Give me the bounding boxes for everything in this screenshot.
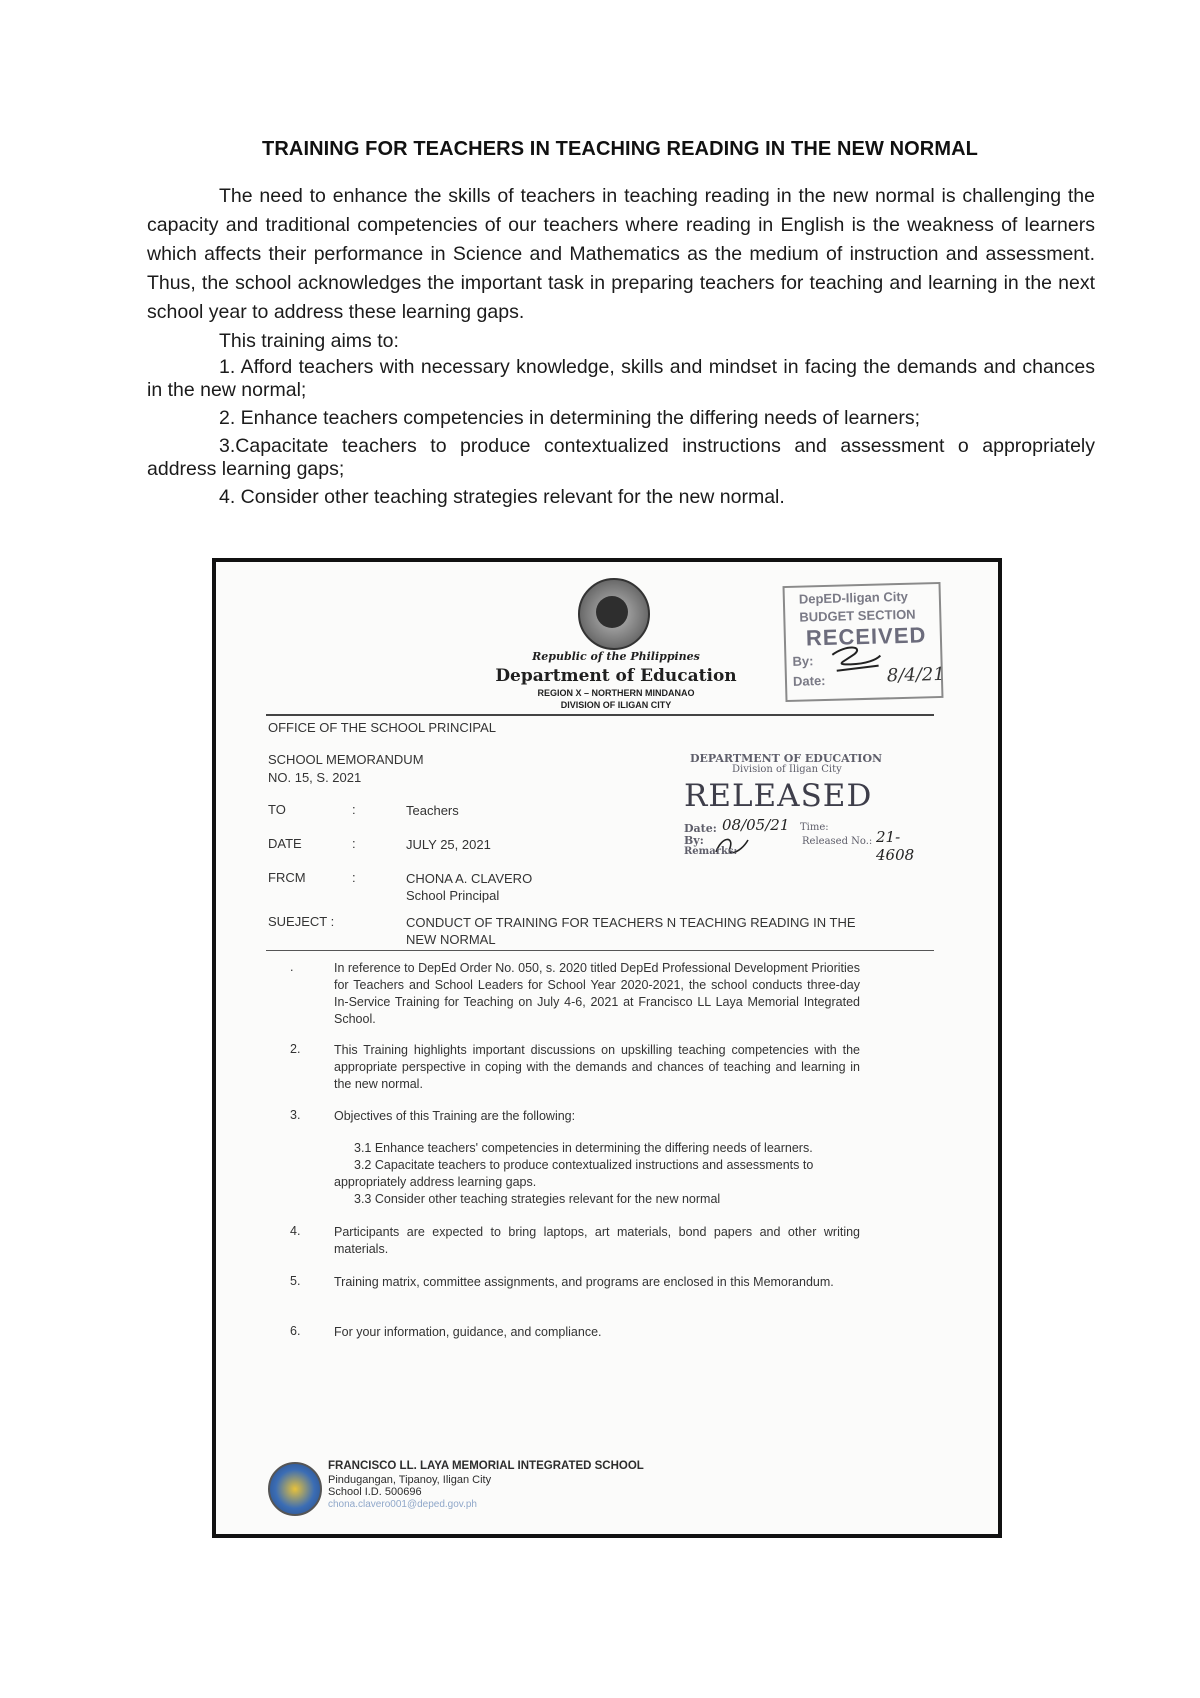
- footer-address: Pindugangan, Tipanoy, Iligan City: [328, 1474, 492, 1486]
- released-stamp-line1: DEPARTMENT OF EDUCATION: [690, 752, 883, 765]
- footer-email: chona.clavero001@deped.gov.ph: [328, 1499, 477, 1510]
- from-name: CHONA A. CLAVERO: [406, 871, 533, 886]
- para-number-1: .: [290, 960, 294, 974]
- released-stamp-by: By:: [684, 834, 704, 847]
- intro-paragraph: The need to enhance the skills of teachers in teaching reading in the new normal is challenging the capacity and traditional competencies of our teachers where reading in English is the weakness of learners which affects their performance in Science and Mathematics as the medium of instruction and assessment. Thus, the school acknowledges the important task in preparing teachers for teaching and learning in the next school year to address these learning gaps.: [147, 185, 1095, 323]
- released-stamp-number-label: Released No.:: [802, 836, 873, 847]
- memorandum-image: [212, 558, 1002, 1538]
- subject-divider: [266, 950, 934, 951]
- aims-heading: This training aims to:: [219, 330, 399, 352]
- letterhead-region: REGION X – NORTHERN MINDANAO: [537, 688, 695, 698]
- memo-number: NO. 15, S. 2021: [268, 770, 362, 785]
- memorandum-scan: [216, 562, 998, 1534]
- aim-item-4: 4. Consider other teaching strategies relevant for the new normal.: [219, 486, 785, 508]
- office-label: OFFICE OF THE SCHOOL PRINCIPAL: [268, 720, 497, 735]
- released-stamp-remarks: Remarks:: [684, 846, 738, 857]
- to-label: TO: [268, 802, 286, 817]
- released-stamp-title: RELEASED: [684, 778, 873, 814]
- objective-2: 3.2 Capacitate teachers to produce contextualized instructions and assessments to: [354, 1158, 814, 1172]
- para-number-2: 2.: [290, 1042, 301, 1056]
- received-stamp-date: 8/4/21: [886, 663, 946, 687]
- released-stamp-time-label: Time:: [800, 822, 829, 833]
- page-title: TRAINING FOR TEACHERS IN TEACHING READING IN THE NEW NORMAL: [262, 138, 978, 160]
- date-colon: :: [352, 836, 356, 851]
- received-stamp-title: RECEIVED: [805, 622, 927, 651]
- memo-paragraph-2: This Training highlights important discussions on upskilling teaching competencies with the appropriate perspective in coping with the demands and chances of teaching and learning in the new normal.: [334, 1043, 860, 1091]
- aim-item-1: 1. Afford teachers with necessary knowledge, skills and mindset in facing the demands and chances in the new normal;: [147, 356, 1095, 401]
- aim-item-2: 2. Enhance teachers competencies in determining the differing needs of learners;: [219, 407, 920, 429]
- objective-2-cont: appropriately address learning gaps.: [334, 1175, 537, 1189]
- signature-icon: [824, 643, 885, 675]
- para-number-5: 5.: [290, 1274, 301, 1288]
- released-stamp-date-label: Date:: [684, 822, 717, 835]
- memo-paragraph-3: Objectives of this Training are the following:: [334, 1109, 576, 1123]
- deped-seal-icon: [578, 578, 650, 650]
- memo-paragraph-6: For your information, guidance, and compliance.: [334, 1325, 602, 1339]
- from-colon: :: [352, 870, 356, 885]
- objective-3: 3.3 Consider other teaching strategies relevant for the new normal: [354, 1192, 721, 1206]
- memo-label: SCHOOL MEMORANDUM: [268, 752, 424, 767]
- to-colon: :: [352, 802, 356, 817]
- received-stamp-line1: DepED-Iligan City: [798, 588, 909, 607]
- letterhead-republic: Republic of the Philippines: [532, 650, 700, 663]
- released-stamp-line2: Division of Iligan City: [732, 764, 842, 775]
- date-label: DATE: [268, 836, 302, 851]
- letterhead-division: DIVISION OF ILIGAN CITY: [560, 700, 672, 710]
- subject-value: CONDUCT OF TRAINING FOR TEACHERS N TEACHING READING IN THE NEW NORMAL: [406, 915, 856, 947]
- received-stamp-by: By:: [792, 653, 814, 669]
- received-stamp-line2: BUDGET SECTION: [799, 606, 916, 625]
- received-stamp-date-label: Date:: [792, 672, 826, 689]
- school-logo-icon: [268, 1462, 322, 1516]
- to-value: Teachers: [406, 803, 459, 818]
- from-label: FRCM: [268, 870, 306, 885]
- objective-1: 3.1 Enhance teachers' competencies in determining the differing needs of learners.: [354, 1141, 813, 1155]
- memo-paragraph-5: Training matrix, committee assignments, and programs are enclosed in this Memorandum.: [334, 1275, 834, 1289]
- para-number-3: 3.: [290, 1108, 301, 1122]
- date-value: JULY 25, 2021: [406, 837, 491, 852]
- subject-label: SUEJECT :: [268, 914, 335, 929]
- para-number-6: 6.: [290, 1324, 301, 1338]
- aim-item-3: 3.Capacitate teachers to produce contextualized instructions and assessment o appropriately address learning gaps;: [147, 435, 1095, 480]
- memo-paragraph-1: In reference to DepEd Order No. 050, s. 2020 titled DepEd Professional Development Priorities for Teachers and School Leaders for School Year 2020-2021, the school conducts three-day In-Service Training for Teaching on July 4-6, 2021 at Francisco LL Laya Memorial Integrated School.: [334, 961, 860, 1026]
- released-stamp: [682, 752, 922, 862]
- intro-section: [147, 182, 1095, 509]
- footer-school-name: FRANCISCO LL. LAYA MEMORIAL INTEGRATED SCHOOL: [328, 1460, 644, 1472]
- released-stamp-number: 21-4608: [876, 828, 915, 864]
- footer-school-id: School I.D. 500696: [328, 1486, 422, 1498]
- received-stamp: [783, 582, 944, 702]
- memo-paragraph-4: Participants are expected to bring laptops, art materials, bond papers and other writing materials.: [334, 1225, 860, 1256]
- header-divider: [266, 714, 934, 716]
- from-title: School Principal: [406, 888, 500, 903]
- letterhead-department: Department of Education: [495, 666, 737, 686]
- released-stamp-date: 08/05/21: [722, 816, 790, 834]
- para-number-4: 4.: [290, 1224, 301, 1238]
